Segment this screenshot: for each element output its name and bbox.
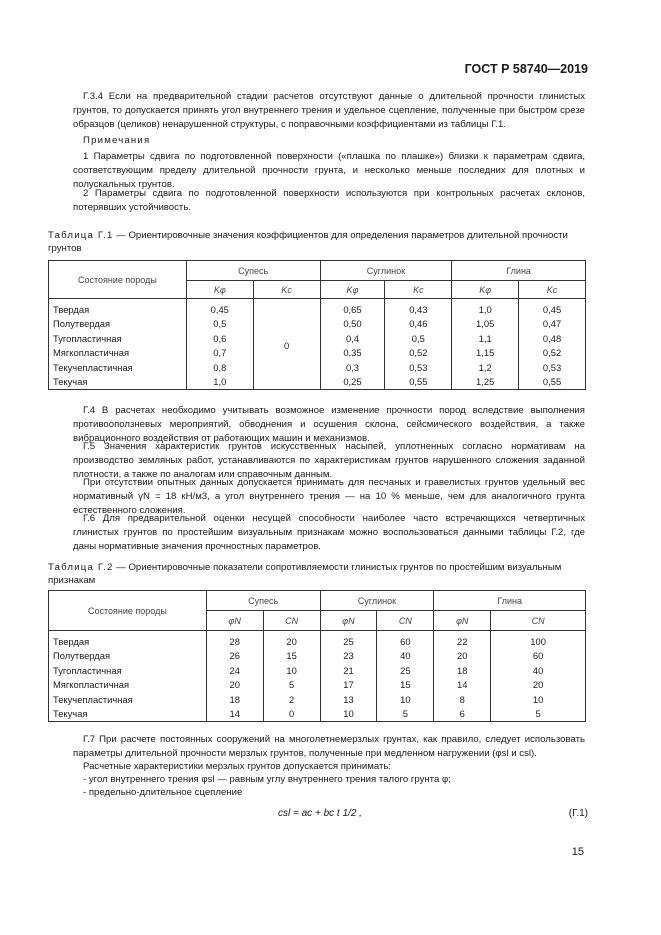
table1-sub: Kc [385, 281, 452, 299]
list-item: - угол внутреннего трения φsl — равным углу внутреннего трения талого грунта φ; [83, 774, 451, 785]
formula-number: (Г.1) [568, 808, 588, 819]
table-row: Тугопластичная 24 10 21 25 18 40 [49, 663, 586, 678]
document-header: ГОСТ Р 58740—2019 [464, 62, 588, 76]
table-row: Текучая 14 0 10 5 6 5 [49, 707, 586, 722]
table2-caption [48, 561, 586, 587]
paragraph-g4: Г.4 В расчетах необходимо учитывать возможное изменение прочности пород вследствие выполнения противооползневых мероприятий, обводнения и осушения склона, сейсмического воздействия, а также вибрационного воздействия от работающих машин и механизмов. [73, 405, 585, 445]
note-2: 2 Параметры сдвига по подготовленной поверхности используются при контрольных расчетах склонов, потерявших устойчивость. [73, 188, 585, 214]
list-item: - предельно-длительное сцепление [83, 787, 243, 798]
table-row: Полутвердая 0,5 0,50 0,46 1,05 0,47 [49, 317, 586, 332]
table2-group: Глина [434, 591, 586, 611]
table-g2 [48, 590, 586, 722]
table2-sub: CN [377, 611, 434, 631]
table1-sub: Kc [519, 281, 586, 299]
paragraph-g7: Г.7 При расчете постоянных сооружений на многолетнемерзлых грунтах, как правило, следует использовать параметры длительной прочности мерзлых грунтов, полученные при медленном нагружении (φsl и csl). [73, 734, 585, 760]
table2-group: Суглинок [320, 591, 434, 611]
table-row: Текучая 1,0 0,25 0,55 1,25 0,55 [49, 375, 586, 390]
table2-sub: φN [434, 611, 491, 631]
page-number: 15 [571, 846, 584, 858]
paragraph-g6: Г.6 Для предварительной оценки несущей способности наиболее часто встречающихся четвертичных глинистых грунтов по простейшим визуальным признакам можно воспользоваться данными таблицы Г.2, где даны нормативные значения прочностных параметров. [73, 513, 585, 553]
paragraph-g5b: При отсутствии опытных данных допускается принимать для песчаных и гравелистых грунтов удельный вес нормативный γN = 18 кН/м3, а угол внутреннего трения — на 10 % меньше, чем для аналогичного грунта естественного сложения. [73, 477, 585, 517]
table2-sub: CN [263, 611, 320, 631]
table1-group: Глина [452, 261, 586, 281]
paragraph-g7b: Расчетные характеристики мерзлых грунтов допускается принимать: [83, 761, 392, 772]
table-row: Текучепластичная 18 2 13 10 8 10 [49, 692, 586, 707]
table-row: Текучепластичная 0,8 0,3 0,53 1,2 0,53 [49, 360, 586, 375]
table2-group: Супесь [206, 591, 320, 611]
table1-caption [48, 229, 586, 255]
table1-head-state: Состояние породы [49, 261, 187, 299]
table1-sub: Kφ [320, 281, 385, 299]
table-g1 [48, 260, 586, 390]
table1-caption-text: — Ориентировочные значения коэффициентов для определения параметров длительной прочности грунтов [48, 230, 568, 254]
table1-caption-label: Таблица Г.1 [48, 230, 114, 241]
table1-sub: Kc [253, 281, 320, 299]
table1-sub: Kφ [186, 281, 253, 299]
paragraph-g34: Г.3.4 Если на предварительной стадии расчетов отсутствуют данные о длительной прочности глинистых грунтов, то допускается принять угол внутреннего трения и удельное сцепление, полученные при быстром срезе образцов (целиков) ненарушенной структуры, с поправочными коэффициентами из таблицы Г.1. [73, 91, 585, 131]
table2-caption-label: Таблица Г.2 [48, 562, 114, 573]
table1-merged-kc: 0 [253, 299, 320, 390]
table-row: Полутвердая 26 15 23 40 20 60 [49, 649, 586, 664]
note-1: 1 Параметры сдвига по подготовленной поверхности («плашка по плашке») близки к параметрам сдвига, соответствующим пределу длительной прочности грунта, и несколько меньше последних для плотных и полускальных грунтов. [73, 151, 585, 191]
table1-sub: Kφ [452, 281, 519, 299]
table2-sub: φN [206, 611, 263, 631]
table-row: Мягкопластичная 0,7 0,35 0,52 1,15 0,52 [49, 346, 586, 361]
table-row: Твердая 0,45 0 0,65 0,43 1,0 0,45 [49, 299, 586, 317]
formula-g1: csl = ac + bc t 1/2 , [278, 808, 362, 819]
table-row: Мягкопластичная 20 5 17 15 14 20 [49, 678, 586, 693]
table2-head-state: Состояние породы [49, 591, 207, 631]
table1-group: Суглинок [320, 261, 452, 281]
notes-title: Примечания [83, 135, 151, 146]
table-row: Твердая 28 20 25 60 22 100 [49, 631, 586, 649]
table2-sub: φN [320, 611, 377, 631]
table-row: Тугопластичная 0,6 0,4 0,5 1,1 0,48 [49, 331, 586, 346]
table1-group: Супесь [186, 261, 320, 281]
table2-caption-text: — Ориентировочные показатели сопротивляемости глинистых грунтов по простейшим визуальным признакам [48, 562, 562, 586]
table2-sub: CN [491, 611, 586, 631]
paragraph-g5: Г.5 Значения характеристик грунтов искусственных насыпей, уплотненных согласно нормативам на производство земляных работ, устанавливаются по характеристикам грунтов нарушенного сложения заданной плотности, а также по аналогам или справочным данным. [73, 441, 585, 481]
